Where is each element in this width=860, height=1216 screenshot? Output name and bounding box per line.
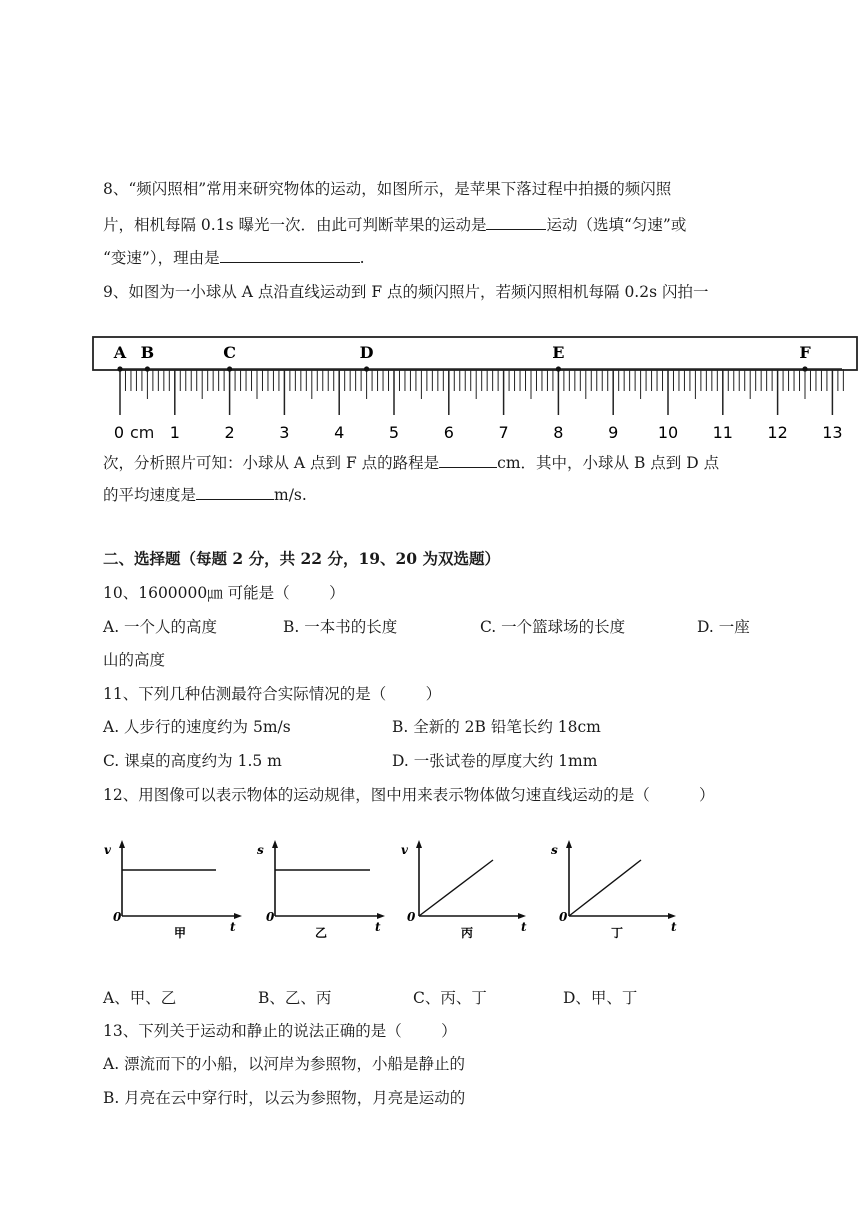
point-label-b: B [140,343,155,362]
q9-line-3 [103,484,307,505]
ruler-unit-label: cm [130,423,155,442]
q10-option-a[interactable]: A. 一个人的高度 [103,618,218,636]
q13-stem: 13、下列关于运动和静止的说法正确的是（ ） [103,1022,457,1040]
section-heading: 二、选择题（每题 2 分，共 22 分，19、20 为双选题） [103,549,500,568]
q13-option-a[interactable]: A. 漂流而下的小船，以河岸为参照物，小船是静止的 [103,1055,466,1073]
q11-option-c[interactable]: C. 课桌的高度约为 1.5 m [103,752,282,770]
q10-option-b[interactable]: B. 一本书的长度 [283,618,398,636]
ruler-tick-label: 6 [443,423,454,442]
graph-bing [397,840,542,940]
q12-option-c[interactable]: C、丙、丁 [413,989,487,1007]
point-dot-c [227,366,232,371]
q9-text-3a: 的平均速度是 [103,486,197,504]
ruler-tick-label: 8 [553,423,564,442]
ruler-tick-label: 1 [169,423,180,442]
q10-option-d-cont: 山的高度 [103,651,166,669]
q8-answer-blank-1[interactable] [486,214,546,230]
graph-bing-origin: 0 [407,910,416,924]
q8-text-3a: “变速”），理由是 [103,249,220,267]
graph-yi-x-label: t [375,920,381,934]
ruler-tick-label: 12 [767,423,788,442]
graph-bing-name: 丙 [461,926,474,940]
q10-option-c[interactable]: C. 一个篮球场的长度 [480,618,626,636]
ruler-tick-label: 5 [388,423,400,442]
point-dot-d [364,366,369,371]
graph-ding-origin: 0 [559,910,568,924]
q8-line-2 [103,214,686,235]
graph-yi-name: 乙 [315,926,328,940]
point-label-a: A [113,343,127,362]
ruler-tick-label: 0 [113,423,125,442]
q12-option-a[interactable]: A、甲、乙 [103,989,177,1007]
point-label-f: F [799,343,811,362]
q12-stem: 12、用图像可以表示物体的运动规律，图中用来表示物体做匀速直线运动的是（ ） [103,786,715,804]
point-dot-b [145,366,150,371]
point-dot-f [802,366,807,371]
ruler-tick-label: 9 [608,423,619,442]
q9-text-2a: 次，分析照片可知：小球从 A 点到 F 点的路程是 [103,454,440,472]
q11-option-b[interactable]: B. 全新的 2B 铅笔长约 18cm [392,718,601,736]
q9-text-3b: m/s. [274,486,307,504]
ruler-tick-label: 7 [498,423,509,442]
ruler-track [93,337,857,370]
graph-jia [100,840,245,940]
q11-option-d[interactable]: D. 一张试卷的厚度大约 1mm [392,752,598,770]
graph-yi-origin: 0 [266,910,275,924]
point-label-e: E [552,343,565,362]
graph-jia-name: 甲 [174,926,187,940]
q9-line-1: 9、如图为一小球从 A 点沿直线运动到 F 点的频闪照片，若频闪照相机每隔 0.2s 闪拍一 [103,283,709,301]
ruler-tick-label: 11 [712,423,733,442]
q9-text-2b: cm．其中，小球从 B 点到 D 点 [497,454,720,472]
graph-yi [253,840,398,940]
graph-bing-x-label: t [521,920,527,934]
graph-ding-x-label: t [671,920,677,934]
q11-stem: 11、下列几种估测最符合实际情况的是（ ） [103,685,442,703]
q10-option-d[interactable]: D. 一座 [697,618,750,636]
q13-option-b[interactable]: B. 月亮在云中穿行时，以云为参照物，月亮是运动的 [103,1089,466,1107]
q8-text-2a: 片，相机每隔 0.1s 曝光一次．由此可判断苹果的运动是 [103,216,487,234]
q8-text-2b: 运动（选填“匀速”或 [546,216,687,234]
graph-bing-y-label: v [401,843,408,857]
point-label-c: C [223,343,236,362]
q9-answer-blank-1[interactable] [439,452,497,468]
ruler-tick-label: 2 [224,423,235,442]
ruler-tick-label: 3 [279,423,290,442]
q9-answer-blank-2[interactable] [196,484,274,500]
graph-jia-x-label: t [230,920,236,934]
ruler-tick-label: 10 [657,423,679,442]
ruler-tick-label: 13 [822,423,843,442]
graph-ding-line [569,860,641,916]
q11-option-a[interactable]: A. 人步行的速度约为 5m/s [103,718,291,736]
q8-text-3b: . [359,249,365,267]
graph-yi-y-label: s [257,843,264,857]
graph-bing-line [419,860,493,916]
point-dot-e [556,366,561,371]
ruler-tick-labels [114,423,843,442]
q9-line-2 [103,452,719,473]
graph-ding-name: 丁 [611,926,624,940]
graph-jia-origin: 0 [113,910,122,924]
q8-line-1: 8、“频闪照相”常用来研究物体的运动，如图所示，是苹果下落过程中拍摄的频闪照 [103,180,672,198]
graph-ding [547,840,692,940]
q10-stem: 10、1600000㎛ 可能是（ ） [103,584,345,602]
q12-option-d[interactable]: D、甲、丁 [563,989,638,1007]
point-dot-a [117,366,122,371]
q8-answer-blank-2[interactable] [220,247,360,263]
ruler-figure [92,335,860,443]
graph-ding-y-label: s [551,843,558,857]
ruler-tick-label: 4 [334,423,345,442]
ruler-ticks [120,369,843,415]
point-label-d: D [359,343,374,362]
q12-option-b[interactable]: B、乙、丙 [258,989,332,1007]
q8-line-3 [103,247,365,268]
graph-jia-y-label: v [104,843,111,857]
